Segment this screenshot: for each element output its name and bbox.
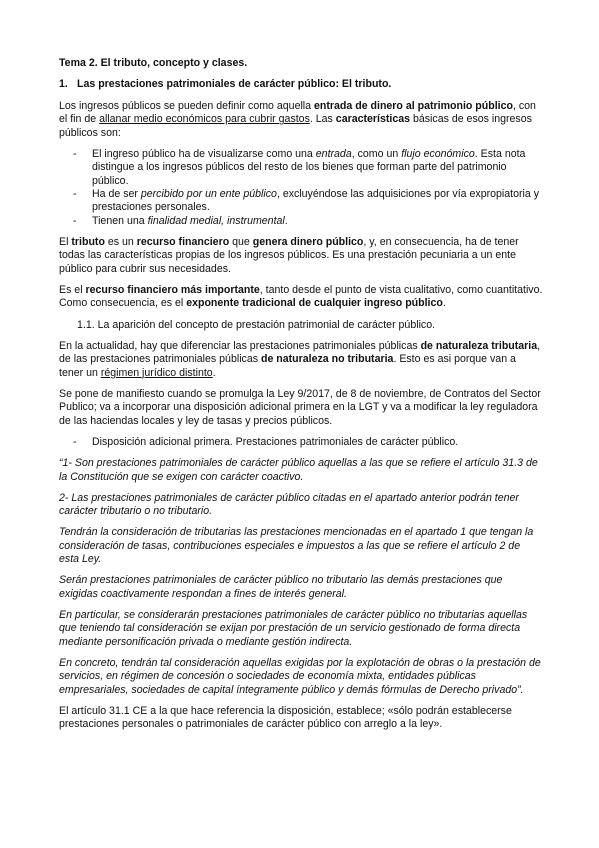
section-number: 1.	[59, 78, 68, 91]
bold-text: tributo	[71, 236, 105, 249]
text-run: .	[212, 366, 216, 379]
bold-text: exponente tradicional de cualquier ingreso público	[186, 297, 443, 310]
quote-paragraph-1: “1- Son prestaciones patrimoniales de carácter público aquellas a las que se refiere el artículo 31.3 de la Constitución que se exigen con carácter coactivo.	[59, 457, 538, 483]
paragraph-ley-9-2017: Se pone de manifiesto cuando se promulga la Ley 9/2017, de 8 de noviembre, de Contratos del Sector Publico; va a incorporar una disposición adicional primera en la LGT y va a modificar la ley reguladora de las haciendas locales y ley de tasas y precios públicos.	[59, 387, 541, 427]
text-run: . Esta nota distingue a los ingresos públicos del resto de los bienes que forman parte del patrimonio público.	[92, 147, 526, 187]
quote-paragraph-6: En concreto, tendrán tal consideración aquellas exigidas por la explotación de obras o la prestación de servicios, en régimen de concesión o sociedades de economía mixta, entidades públicas empresariales, sociedades de capital íntegramente público y demás fórmulas de Derecho privado”.	[59, 656, 541, 696]
list-marker: -	[73, 435, 77, 448]
disposition-list	[59, 436, 543, 449]
subsection-heading-1-1: 1.1. La aparición del concepto de prestación patrimonial de carácter público.	[77, 318, 436, 331]
paragraph-recurso-financiero	[59, 284, 543, 311]
list-item	[59, 436, 543, 449]
text-run: es un	[104, 236, 137, 249]
list-marker: -	[73, 214, 77, 227]
characteristics-list	[59, 148, 543, 228]
text-run: , excluyéndose las adquisiciones por vía expropiatoria y prestaciones personales.	[92, 188, 539, 214]
underlined-text: régimen jurídico distinto	[100, 366, 213, 379]
text-run: , de las prestaciones patrimoniales públicas	[59, 339, 541, 366]
text-run: , como un	[351, 147, 402, 160]
bold-text: de naturaleza no tributaria	[260, 353, 394, 366]
text-run: Es el	[59, 284, 86, 297]
bold-text: de naturaleza tributaria	[420, 339, 538, 352]
text-run: Disposición adicional primera. Prestaciones patrimoniales de carácter público.	[92, 435, 459, 448]
section-heading-text: Las prestaciones patrimoniales de carácter público: El tributo.	[77, 78, 392, 91]
text-run: que	[229, 236, 253, 249]
list-marker: -	[73, 188, 77, 201]
text-run: El ingreso público ha de visualizarse como una	[92, 147, 316, 160]
quote-paragraph-2: 2- Las prestaciones patrimoniales de carácter público citadas en el apartado anterior podrán tener carácter tributario o no tributario.	[59, 491, 519, 518]
list-marker: -	[73, 147, 77, 160]
text-run: Ha de ser	[92, 188, 141, 201]
quote-paragraph-5: En particular, se considerarán prestaciones patrimoniales de carácter público no tributarias aquellas que teniendo tal consideración se exijan por prestación de un servicio gestionado de forma directa mediante personificación privada o mediante gestión indirecta.	[59, 608, 528, 648]
underlined-text: allanar medio económicos para cubrir gastos	[99, 113, 310, 126]
italic-text: entrada	[315, 147, 352, 160]
bold-text: genera dinero público	[252, 236, 364, 249]
text-run: En la actualidad, hay que diferenciar las prestaciones patrimoniales públicas	[59, 339, 421, 352]
document-title: Tema 2. El tributo, concepto y clases.	[59, 57, 248, 69]
text-run: , y, en consecuencia, ha de tener todas las características propias de los ingresos públicos. Es una prestación pecuniaria a un ente público para cubrir sus necesidades.	[59, 236, 519, 275]
list-item	[59, 148, 543, 188]
text-run: Tienen una	[92, 214, 148, 227]
italic-text: percibido por un ente público	[140, 188, 277, 201]
paragraph-tributo	[59, 236, 543, 276]
text-run: , tanto desde el punto de vista cualitativo, como cuantitativo. Como consecuencia, es el	[59, 284, 543, 310]
italic-text: flujo económico	[401, 147, 475, 160]
text-run: básicas de esos ingresos públicos son:	[59, 113, 532, 139]
list-item	[59, 215, 543, 228]
paragraph-ingresos-publicos	[59, 100, 543, 140]
text-run: .	[442, 297, 446, 310]
text-run: , con el fin de	[59, 99, 536, 126]
text-run: .	[284, 214, 288, 227]
quote-paragraph-4: Serán prestaciones patrimoniales de carácter público no tributario las demás prestaciones que exigidas coactivamente respondan a fines de interés general.	[59, 574, 503, 600]
text-run: . Las	[309, 113, 336, 126]
bold-text: recurso financiero más importante	[85, 284, 260, 297]
text-run: . Esto es asi porque van a tener un	[59, 353, 516, 379]
bold-text: características	[335, 113, 411, 126]
paragraph-naturaleza	[59, 340, 543, 380]
text-run: El	[59, 236, 72, 249]
list-item	[59, 188, 543, 215]
section-heading-1	[59, 78, 543, 91]
bold-text: entrada de dinero al patrimonio público	[314, 99, 513, 112]
quote-paragraph-3: Tendrán la consideración de tributarias las prestaciones mencionadas en el apartado 1 que tengan la consideración de tasas, contribuciones especiales e impuestos a las que se refiere el artículo 2 de esta Ley.	[59, 526, 534, 566]
italic-text: finalidad medial, instrumental	[147, 214, 285, 227]
paragraph-articulo-31-1: El artículo 31.1 CE a la que hace referencia la disposición, establece; «sólo podrán establecerse prestaciones personales o patrimoniales de carácter público con arreglo a la ley».	[59, 705, 512, 731]
text-run: Los ingresos públicos se pueden definir como aquella	[59, 99, 315, 112]
bold-text: recurso financiero	[136, 236, 230, 249]
